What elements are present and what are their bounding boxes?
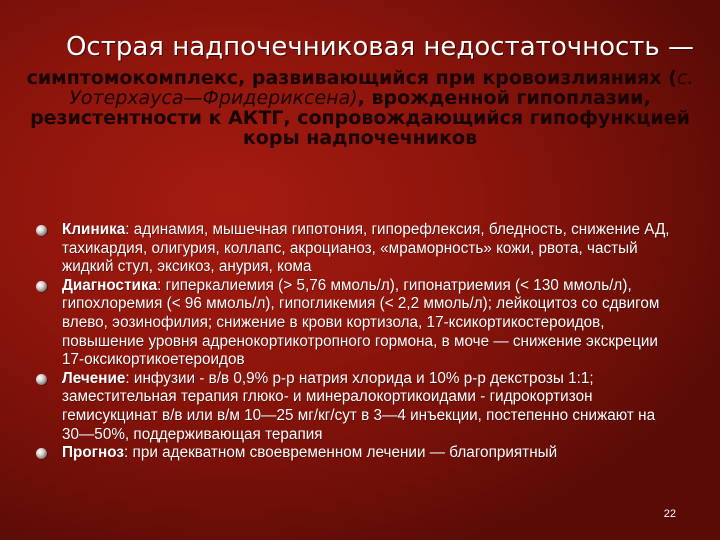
bullet-item-prognosis <box>36 444 676 463</box>
bullet-heading: Лечение <box>62 369 126 387</box>
slide-subtitle <box>0 68 720 148</box>
bullet-text: : адинамия, мышечная гипотония, гипорефлексия, бледность, снижение АД, тахикардия, олигурия, коллапс, акроцианоз, «мраморность» кожи, рвота, частый жидкий стул, эксикоз, анурия, кома <box>62 221 670 276</box>
bullet-item-diagnostics <box>36 277 676 370</box>
bullet-sphere-icon <box>36 225 47 236</box>
bullet-sphere-icon <box>36 374 47 385</box>
subtitle-part-a: симптомокомплекс, развивающийся при кровоизлияниях ( <box>26 67 677 89</box>
bullet-heading: Клиника <box>62 221 126 238</box>
bullet-sphere-icon <box>36 281 47 292</box>
bullet-text: : гиперкалиемия (> 5,76 ммоль/л), гипонатриемия (< 130 ммоль/л), гипохлоремия (< 96 ммоль/л), гипогликемия (< 2,2 ммоль/л); лейкоцитоз со сдвигом влево, эозинофилия; снижение в крови кортизола, 17-ксикортикостероидов, повышение уровня адренокортикотропного гормона, в моче — снижение экскреции 17-оксикортикоетероидов <box>62 276 660 369</box>
bullet-text: : инфузии - в/в 0,9% р-р натрия хлорида и 10% р-р декстрозы 1:1; заместительная терапия глюко- и минералокортикоидами - гидрокортизон гемисукцинат в/в или в/м 10—25 мг/кг/сут в 3—4 инъекции, постепенно снижают на 30—50%, поддерживающая терапия <box>62 369 656 443</box>
bullet-item-clinic <box>36 221 676 277</box>
bullet-heading: Прогноз <box>62 444 125 462</box>
page-number: 22 <box>663 508 676 520</box>
subtitle-italic: с. Уотерхауса—Фридериксена) <box>69 67 694 109</box>
bullet-sphere-icon <box>36 448 47 459</box>
bullet-text: : при адекватном своевременном лечении — благоприятный <box>124 444 558 462</box>
slide-title: Острая надпочечниковая недостаточность — <box>65 32 695 62</box>
subtitle-part-b: , врожденной гипоплазии, резистентности к АКТГ, сопровождающийся гипофункцией коры надпочечников <box>30 87 690 149</box>
bullet-list <box>36 221 676 463</box>
bullet-heading: Диагностика <box>62 276 158 294</box>
title-block <box>0 32 720 148</box>
bullet-item-treatment <box>36 370 676 444</box>
